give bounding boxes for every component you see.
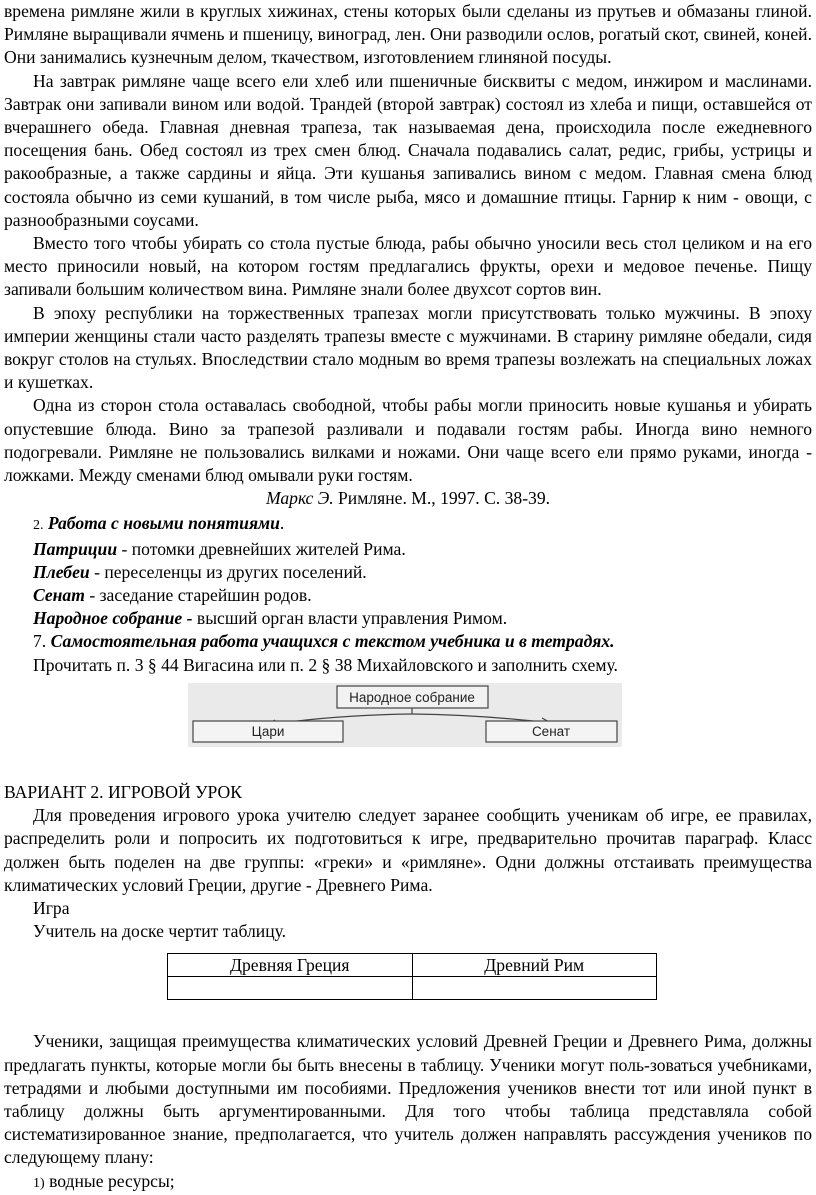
task-2-heading	[4, 512, 812, 537]
paragraph-students-plan: Ученики, защищая преимущества климатических условий Древней Греции и Древнего Рима, должны предлагать пункты, которые могли бы быть внесены в таблицу. Ученики могут поль-зоваться учебниками, тетрадями и любыми доступными им пособиями. Предложения учеников внести тот или иной пункт в таблицу должны быть аргументированными. Для того чтобы таблица представляла собой систематизированное знание, предполагается, что учитель должен направлять рассуждения учеников по следующему плану:	[4, 1031, 812, 1168]
table-header-greece: Древняя Греция	[168, 954, 413, 977]
diagram-label-kings: Цари	[251, 723, 285, 739]
term-definition: высший орган власти управления Римом.	[192, 608, 508, 629]
task-7-instruction: Прочитать п. 3 § 44 Вигасина или п. 2 § 38 Михайловского и заполнить схему.	[33, 654, 618, 675]
paragraph-meals: На завтрак римляне чаще всего ели хлеб или пшеничные бисквиты с медом, инжиром и маслинами. Завтрак они запивали вином или водой. Трандей (второй завтрак) состоял из хлеба и пищи, оставшейся от вчерашнего обеда. Главная дневная трапеза, так называемая дена, происходила после ежедневного посещения бань. Обед состоял из трех смен блюд. Сначала подавались салат, редис, грибы, устрицы и ракообразные, а также сардины и яйца. Эти кушанья запивались вином с медом. Главная смена блюд состояла обычно из семи кушаний, в том числе рыба, мясо и домашние птицы. Гарнир к ним - овощи, с разнообразными соусами.	[4, 70, 812, 230]
comparison-table	[167, 953, 657, 1000]
paragraph-dining-customs: В эпоху республики на торжественных трапезах могли присутствовать только мужчины. В эпоху империи женщины стали часто разделять трапезы вместе с мужчинами. В старину римляне обедали, сидя вокруг столов на стульях. Впоследствии стало модным во время трапезы возлежать на специальных ложах и кушетках.	[4, 302, 812, 393]
diagram-svg	[4, 681, 812, 781]
spacer	[4, 1000, 812, 1030]
task-2-number: 2.	[33, 518, 44, 534]
task-7-title: Самостоятельная работа учащихся с текстом учебника и в тетрадях.	[50, 631, 615, 652]
term-patricians	[4, 538, 812, 561]
task-7-heading	[4, 630, 812, 653]
table-header-rome: Древний Рим	[412, 954, 657, 977]
term-definition: - переселенцы из других поселений.	[89, 561, 367, 582]
power-structure-diagram	[4, 681, 812, 781]
term-peoples-assembly	[4, 607, 812, 630]
term-definition: - потомки древнейших жителей Рима.	[117, 538, 406, 559]
citation	[4, 487, 812, 510]
term-label: Патриции	[33, 538, 118, 559]
table-row	[168, 977, 657, 1000]
table-header-row	[168, 954, 657, 977]
diagram-label-assembly: Народное собрание	[349, 689, 475, 705]
task-2-title: Работа с новыми понятиями	[47, 513, 280, 534]
term-definition: - заседание старейшин родов.	[84, 585, 312, 606]
paragraph-housing: времена римляне жили в круглых хижинах, стены которых были сделаны из прутьев и обмазаны глиной. Римляне выращивали ячмень и пшеницу, виноград, лен. Они разводили ослов, рогатый скот, свиней, коней. Они занимались кузнечным делом, ткачеством, изготовлением глиняной посуды.	[4, 1, 812, 68]
document-page	[4, 0, 812, 1195]
list-number: 1)	[33, 1175, 45, 1191]
task-2-dot: .	[279, 513, 285, 534]
paragraph-slaves: Одна из сторон стола оставалась свободной, чтобы рабы могли приносить новые кушанья и убирать опустевшие блюда. Вино за трапезой разливали и подавали гостям рабы. Иногда вино немного подогревали. Римляне не пользовались вилками и ножами. Они чаще всего ели прямо руками, иногда - ложками. Между сменами блюд омывали руки гостям.	[4, 395, 812, 486]
paragraph-table-service: Вместо того чтобы убирать со стола пустые блюда, рабы обычно уносили весь стол целиком и на его место приносили новый, на котором гостям предлагались фрукты, орехи и медовое печенье. Пищу запивали большим количеством вина. Римляне знали более двухсот сортов вин.	[4, 233, 812, 300]
term-label: Плебеи	[33, 561, 90, 582]
game-label: Игра	[33, 897, 70, 918]
task-7-number: 7.	[33, 631, 51, 652]
variant-heading: ВАРИАНТ 2. ИГРОВОЙ УРОК	[4, 781, 242, 802]
paragraph-game-prep: Для проведения игрового урока учителю следует заранее сообщить ученикам об игре, ее правилах, распределить роли и попросить их подготовиться к игре, предварительно прочитав параграф. Класс должен быть поделен на две группы: «греки» и «римляне». Одни должны отстаивать преимущества климатических условий Греции, другие - Древнего Рима.	[4, 805, 812, 895]
term-label: Народное собрание -	[33, 608, 193, 629]
citation-author: Маркс Э.	[265, 488, 334, 509]
table-cell	[168, 977, 413, 1000]
citation-source: Римляне. М., 1997. С. 38-39.	[333, 488, 551, 509]
term-label: Сенат	[33, 585, 85, 606]
plan-list-item	[4, 1170, 812, 1195]
board-instruction: Учитель на доске чертит таблицу.	[33, 921, 287, 942]
table-cell	[412, 977, 657, 1000]
term-plebeians	[4, 561, 812, 584]
term-senate	[4, 584, 812, 607]
diagram-label-senate: Сенат	[531, 723, 571, 739]
list-text: водные ресурсы;	[44, 1170, 175, 1191]
